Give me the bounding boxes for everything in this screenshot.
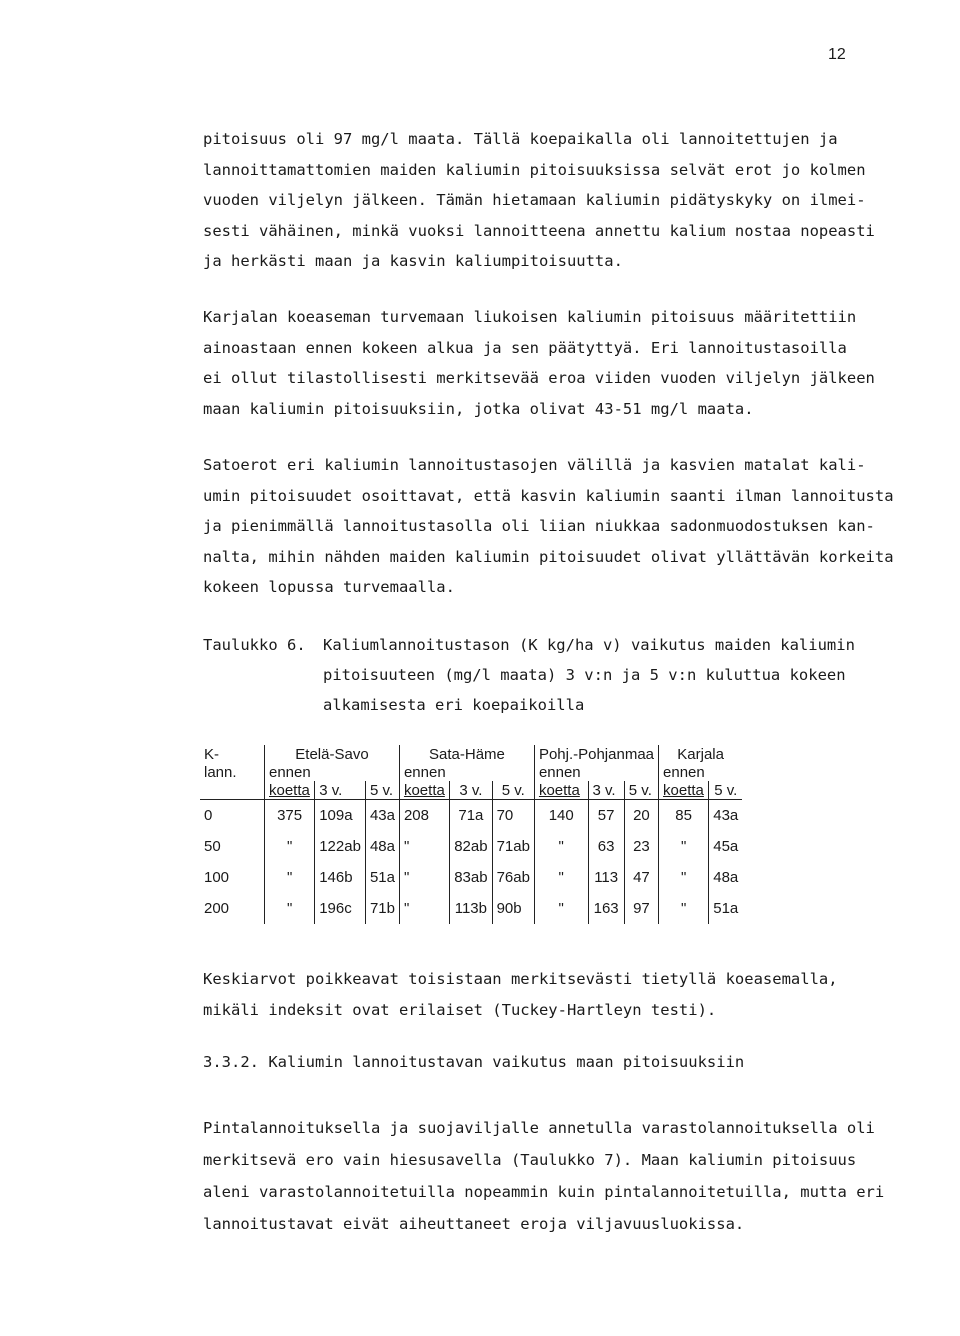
- header-5v: 5 v.: [365, 781, 399, 800]
- text-line: vuoden viljelyn jälkeen. Tämän hietamaan kaliumin pidätyskyky on ilmei-: [203, 191, 866, 209]
- caption-line: alkamisesta eri koepaikoilla: [323, 696, 585, 714]
- k-label: lann.: [204, 763, 237, 781]
- text-line: umin pitoisuudet osoittavat, että kasvin kaliumin saanti ilman lannoitusta: [203, 486, 894, 505]
- section-heading: 3.3.2. Kaliumin lannoitustavan vaikutus maan pitoisuuksiin: [203, 1053, 745, 1071]
- table-cell: 20: [624, 800, 658, 832]
- table-cell: 375: [265, 800, 315, 832]
- caption-line: Kaliumlannoitustason (K kg/ha v) vaikutus maiden kaliumin: [323, 636, 855, 654]
- table-cell: ": [534, 893, 588, 924]
- text-line: maan kaliumin pitoisuuksiin, jotka olivat 43-51 mg/l maata.: [203, 399, 754, 418]
- header-koetta: koetta: [534, 781, 588, 800]
- text-line: Karjalan koeaseman turvemaan liukoisen kaliumin pitoisuus määritettiin: [203, 308, 857, 326]
- table-cell: 163: [588, 893, 624, 924]
- paragraph-3: [203, 450, 933, 603]
- table-row: [200, 893, 742, 924]
- table-cell: ": [534, 831, 588, 862]
- text-line: merkitsevä ero vain hiesusavella (Taulukko 7). Maan kaliumin pitoisuus: [203, 1151, 857, 1169]
- table-cell: 196c: [315, 893, 366, 924]
- table-cell: 109a: [315, 800, 366, 832]
- text-line: ja pienimmällä lannoitustasolla oli liian niukkaa sadonmuodostuksen kan-: [203, 517, 875, 535]
- header-koetta: koetta: [265, 781, 315, 800]
- table-cell: ": [659, 893, 709, 924]
- table-cell: 82ab: [450, 831, 492, 862]
- table-cell: ": [399, 862, 449, 893]
- paragraph-1: [203, 124, 933, 277]
- header-ennen: ennen: [659, 763, 709, 781]
- table-cell: 63: [588, 831, 624, 862]
- header-3v: 3 v.: [450, 781, 492, 800]
- header-3v: 3 v.: [315, 781, 366, 800]
- table-cell: 208: [399, 800, 449, 832]
- header-blank: [624, 763, 658, 781]
- table-cell: ": [399, 893, 449, 924]
- caption-label: Taulukko 6.: [203, 636, 306, 654]
- table-cell: 71ab: [492, 831, 534, 862]
- table-header-row: [200, 781, 742, 800]
- text-line: ja herkästi maan ja kasvin kaliumpitoisuutta.: [203, 252, 623, 270]
- table-cell: ": [265, 862, 315, 893]
- text-line: aleni varastolannoitetuilla nopeammin kuin pintalannoitetuilla, mutta eri: [203, 1183, 885, 1201]
- table-cell: 122ab: [315, 831, 366, 862]
- site-sata-hame: Sata-Häme: [399, 745, 534, 763]
- table-cell: 140: [534, 800, 588, 832]
- table-header-row: [200, 763, 742, 781]
- header-5v: 5 v.: [492, 781, 534, 800]
- header-5v: 5 v.: [709, 781, 743, 800]
- table-cell: 43a: [365, 800, 399, 832]
- table-cell: ": [659, 862, 709, 893]
- header-ennen: ennen: [534, 763, 588, 781]
- header-blank: [200, 781, 265, 800]
- table-row: [200, 800, 742, 832]
- caption-line: pitoisuuteen (mg/l maata) 3 v:n ja 5 v:n kuluttua kokeen: [323, 666, 846, 684]
- header-ennen: ennen: [265, 763, 315, 781]
- table-cell: 83ab: [450, 862, 492, 893]
- text-line: pitoisuus oli 97 mg/l maata. Tällä koepaikalla oli lannoitettujen ja: [203, 130, 838, 148]
- text-line: ei ollut tilastollisesti merkitsevää eroa viiden vuoden viljelyn jälkeen: [203, 369, 875, 387]
- text-line: kokeen lopussa turvemaalla.: [203, 578, 455, 596]
- header-blank: [315, 763, 366, 781]
- table-row: [200, 862, 742, 893]
- table-cell: 146b: [315, 862, 366, 893]
- header-blank: [588, 763, 624, 781]
- table-cell: 113b: [450, 893, 492, 924]
- table-cell: 43a: [709, 800, 743, 832]
- table-cell: 45a: [709, 831, 743, 862]
- table-cell: 71a: [450, 800, 492, 832]
- table-cell: 51a: [365, 862, 399, 893]
- k-rate: 200: [204, 900, 230, 917]
- table-cell: 85: [659, 800, 709, 832]
- table-row: [200, 831, 742, 862]
- table-cell: 90b: [492, 893, 534, 924]
- table-cell: ": [399, 831, 449, 862]
- header-blank: [709, 763, 743, 781]
- header-blank: [450, 763, 492, 781]
- header-3v: 3 v.: [588, 781, 624, 800]
- header-koetta: koetta: [399, 781, 449, 800]
- text-line: nalta, mihin nähden maiden kaliumin pitoisuudet olivat yllättävän korkeita: [203, 547, 894, 566]
- k-rate: 50: [204, 838, 221, 855]
- paragraph-2: [203, 302, 933, 424]
- header-blank: [492, 763, 534, 781]
- text-line: lannoitustavat eivät aiheuttaneet eroja viljavuusluokissa.: [203, 1215, 745, 1233]
- k-rate: 0: [204, 807, 213, 824]
- table-cell: ": [265, 831, 315, 862]
- k-label: K-: [204, 745, 219, 763]
- text-line: Satoerot eri kaliumin lannoitustasojen välillä ja kasvien matalat kali-: [203, 456, 866, 474]
- table-cell: ": [659, 831, 709, 862]
- site-karjala: Karjala: [659, 745, 743, 763]
- site-pohj-pohjanmaa: Pohj.-Pohjanmaa: [534, 745, 658, 763]
- text-line: lannoittamattomien maiden kaliumin pitoisuuksissa selvät erot jo kolmen: [203, 160, 866, 179]
- potassium-table: [200, 745, 742, 924]
- header-5v: 5 v.: [624, 781, 658, 800]
- table-cell: 57: [588, 800, 624, 832]
- page-number: 12: [828, 46, 846, 63]
- table-cell: 23: [624, 831, 658, 862]
- table-cell: 70: [492, 800, 534, 832]
- text-line: Pintalannoituksella ja suojaviljalle annetulla varastolannoituksella oli: [203, 1119, 875, 1137]
- site-etela-savo: Etelä-Savo: [265, 745, 400, 763]
- table-cell: 48a: [709, 862, 743, 893]
- table-cell: 51a: [709, 893, 743, 924]
- table-cell: 76ab: [492, 862, 534, 893]
- table-cell: 48a: [365, 831, 399, 862]
- text-line: ainoastaan ennen kokeen alkua ja sen päätyttyä. Eri lannoitustasoilla: [203, 338, 847, 357]
- table-cell: 113: [588, 862, 624, 893]
- paragraph-5: [203, 1112, 933, 1240]
- caption-text: [323, 630, 923, 720]
- table-cell: ": [534, 862, 588, 893]
- text-line: mikäli indeksit ovat erilaiset (Tuckey-Hartleyn testi).: [203, 1000, 717, 1019]
- k-rate: 100: [204, 869, 230, 886]
- text-line: sesti vähäinen, minkä vuoksi lannoitteena annettu kalium nostaa nopeasti: [203, 221, 875, 240]
- table-footnote: [203, 964, 933, 1025]
- table-cell: 97: [624, 893, 658, 924]
- table-cell: 71b: [365, 893, 399, 924]
- table-cell: 47: [624, 862, 658, 893]
- table-cell: ": [265, 893, 315, 924]
- text-line: Keskiarvot poikkeavat toisistaan merkitsevästi tietyllä koeasemalla,: [203, 970, 838, 988]
- header-ennen: ennen: [399, 763, 449, 781]
- header-blank: [365, 763, 399, 781]
- table-header-row: [200, 745, 742, 763]
- header-koetta: koetta: [659, 781, 709, 800]
